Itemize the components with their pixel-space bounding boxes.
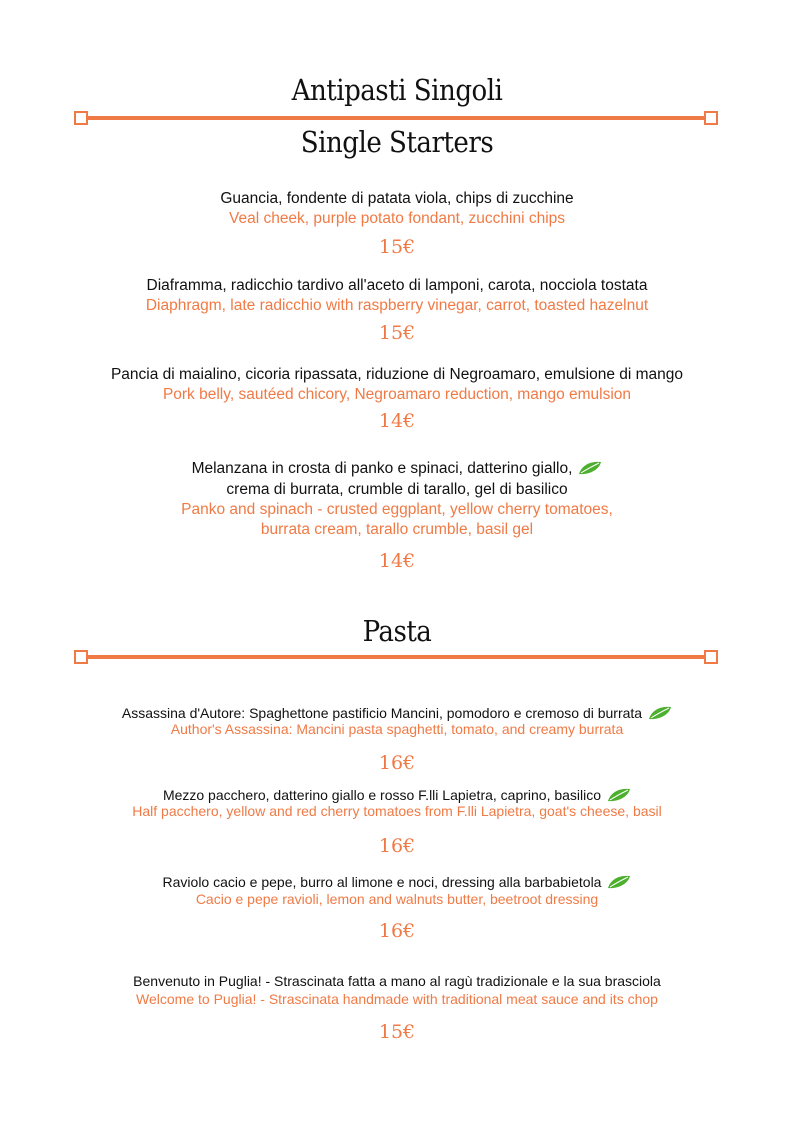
section-divider (74, 649, 718, 665)
price: 15€ (378, 322, 416, 344)
menu-item-it: Benvenuto in Puglia! - Strascinata fatta a mano al ragù tradizionale e la sua brasciola (133, 973, 661, 989)
menu-item-en: Panko and spinach - crusted eggplant, yellow cherry tomatoes, (181, 501, 613, 518)
leaf-icon (648, 706, 672, 720)
menu-item-en-line2: burrata cream, tarallo crumble, basil gel (260, 521, 534, 538)
menu-item-en: Author's Assassina: Mancini pasta spaghetti, tomato, and creamy burrata (170, 721, 624, 737)
menu-item-en: Diaphragm, late radicchio with raspberry vinegar, carrot, toasted hazelnut (145, 297, 649, 314)
leaf-icon (607, 875, 631, 889)
section-title-starters-it: Antipasti Singoli (291, 73, 503, 107)
menu-item-en: Veal cheek, purple potato fondant, zucchini chips (228, 210, 566, 227)
section-title-pasta: Pasta (362, 614, 432, 648)
menu-item-it: Pancia di maialino, cicoria ripassata, riduzione di Negroamaro, emulsione di mango (110, 366, 684, 383)
section-title-starters-en: Single Starters (300, 125, 494, 159)
menu-item-en: Half pacchero, yellow and red cherry tomatoes from F.lli Lapietra, goat's cheese, basil (132, 803, 662, 819)
price: 15€ (378, 1021, 416, 1043)
section-divider (74, 110, 718, 126)
menu-item-it-line2: crema di burrata, crumble di tarallo, gel di basilico (226, 481, 568, 498)
menu-item-it: Melanzana in crosta di panko e spinaci, datterino giallo, (0, 458, 794, 479)
menu-item-en: Pork belly, sautéed chicory, Negroamaro reduction, mango emulsion (162, 386, 632, 403)
leaf-icon (607, 788, 631, 802)
menu-item-it: Raviolo cacio e pepe, burro al limone e noci, dressing alla barbabietola (0, 872, 794, 892)
price: 15€ (378, 236, 416, 258)
menu-item-it: Assassina d'Autore: Spaghettone pastificio Mancini, pomodoro e cremoso di burrata (0, 703, 794, 723)
menu-item-en: Cacio e pepe ravioli, lemon and walnuts butter, beetroot dressing (195, 891, 599, 907)
price: 16€ (378, 752, 416, 774)
leaf-icon (578, 461, 602, 475)
menu-item-en: Welcome to Puglia! - Strascinata handmade with traditional meat sauce and its chop (136, 991, 658, 1007)
price: 14€ (378, 550, 416, 572)
price: 16€ (378, 835, 416, 857)
price: 16€ (378, 920, 416, 942)
menu-item-it: Guancia, fondente di patata viola, chips di zucchine (220, 190, 574, 207)
price: 14€ (378, 410, 416, 432)
menu-item-it: Diaframma, radicchio tardivo all'aceto di lamponi, carota, nocciola tostata (146, 277, 648, 294)
menu-item-it: Mezzo pacchero, datterino giallo e rosso F.lli Lapietra, caprino, basilico (0, 785, 794, 805)
